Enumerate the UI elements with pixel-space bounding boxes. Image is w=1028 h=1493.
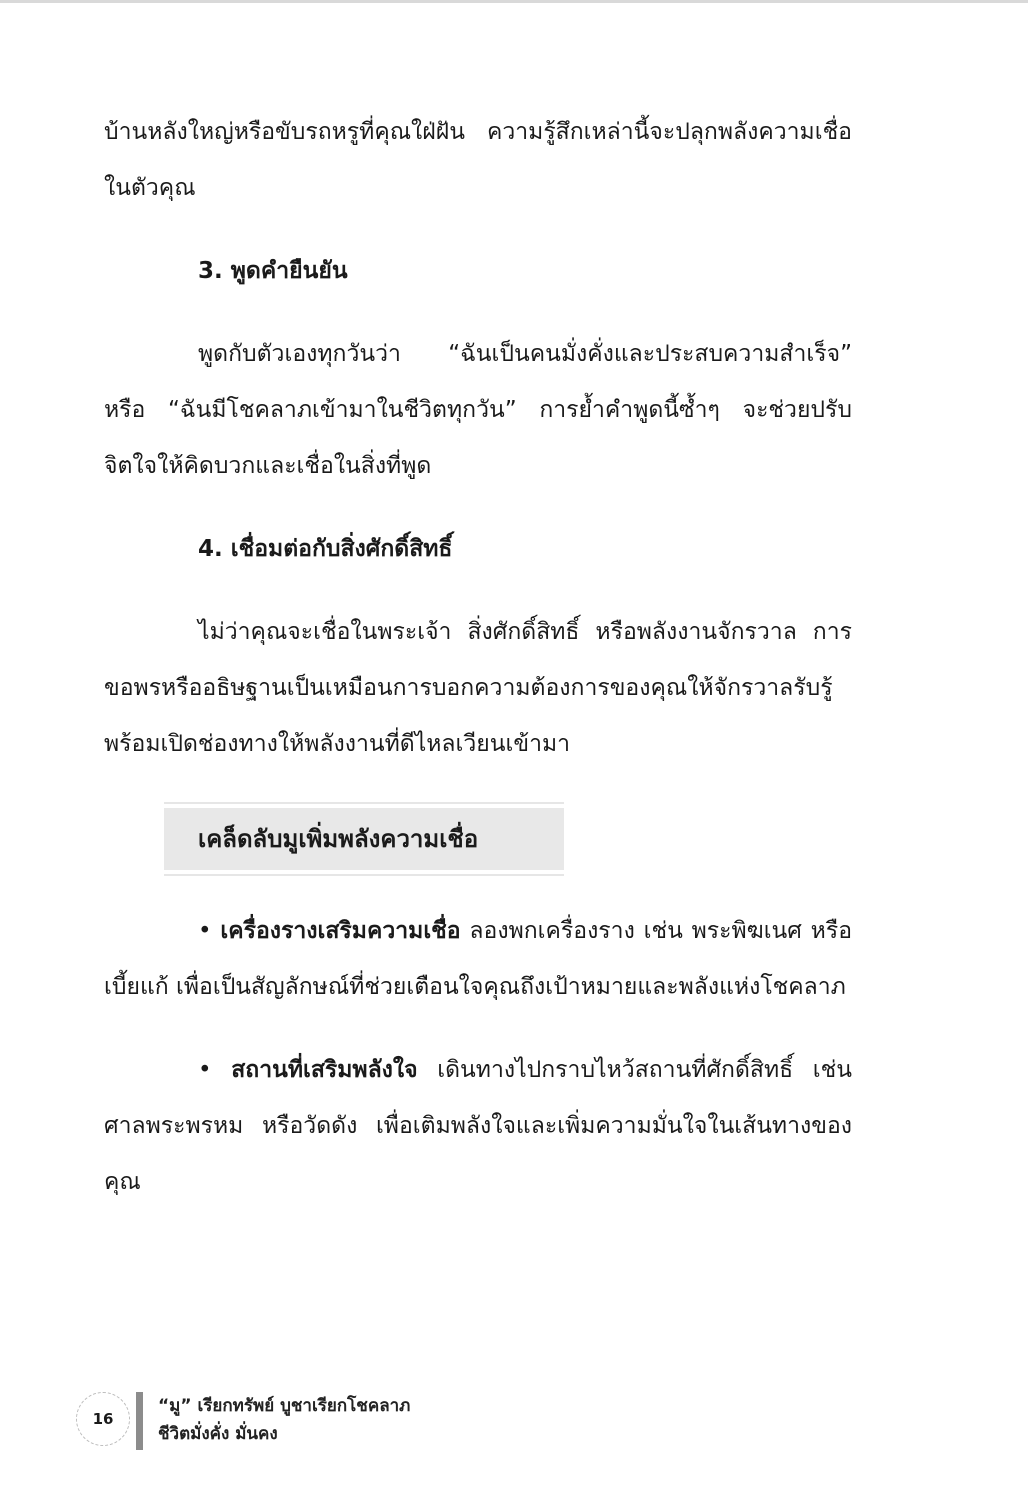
bullet-title: เครื่องรางเสริมความเชื่อ — [220, 918, 461, 944]
bullet-place — [104, 1042, 852, 1210]
bullet-text: เดินทางไปกราบไหว้สถานที่ศักดิ์สิทธิ์ เช่น ศาลพระพรหม หรือวัดดัง เพื่อเติมพลังใจและเพิ่มความมั่นใจในเส้นทางของคุณ — [104, 1057, 852, 1195]
bullet-marker: • — [198, 918, 212, 944]
paragraph-continuation: บ้านหลังใหญ่หรือขับรถหรูที่คุณใฝ่ฝัน ความรู้สึกเหล่านี้จะปลุกพลังความเชื่อในตัวคุณ — [104, 119, 852, 201]
footer-title-line2: ชีวิตมั่งคั่ง มั่นคง — [158, 1424, 278, 1444]
footer-title-line1: “มู” เรียกทรัพย์ บูชาเรียกโชคลาภ — [158, 1396, 411, 1416]
page-footer — [76, 1388, 576, 1452]
top-border-line — [0, 0, 1028, 3]
paragraph-affirmation: พูดกับตัวเองทุกวันว่า “ฉันเป็นคนมั่งคั่งและประสบความสำเร็จ” หรือ “ฉันมีโชคลาภเข้ามาในชีวิตทุกวัน” การย้ำคำพูดนี้ซ้ำๆ จะช่วยปรับจิตใจให้คิดบวกและเชื่อในสิ่งที่พูด — [104, 341, 852, 479]
page-number: 16 — [76, 1392, 130, 1446]
section-heading-4: 4. เชื่อมต่อกับสิ่งศักดิ์สิทธิ์ — [198, 536, 453, 562]
footer-divider-bar — [136, 1392, 143, 1450]
tip-box-title: เคล็ดลับมูเพิ่มพลังความเชื่อ — [164, 808, 564, 870]
bullet-title: สถานที่เสริมพลังใจ — [231, 1057, 418, 1083]
bullet-marker: • — [198, 1057, 212, 1083]
page-body — [104, 104, 852, 1210]
paragraph-sacred: ไม่ว่าคุณจะเชื่อในพระเจ้า สิ่งศักดิ์สิทธิ์ หรือพลังงานจักรวาล การขอพรหรืออธิษฐานเป็นเหมือนการบอกความต้องการของคุณให้จักรวาลรับรู้ พร้อมเปิดช่องทางให้พลังงานที่ดีไหลเวียนเข้ามา — [104, 619, 852, 757]
tip-box — [164, 802, 564, 876]
footer-book-title — [158, 1392, 410, 1448]
bullet-text: ลองพกเครื่องราง เช่น พระพิฆเนศ หรือเบี้ยแก้ เพื่อเป็นสัญลักษณ์ที่ช่วยเตือนใจคุณถึงเป้าหมายและพลังแห่งโชคลาภ — [104, 918, 853, 1000]
section-heading-3: 3. พูดคำยืนยัน — [198, 258, 348, 284]
bullet-amulet — [104, 903, 852, 1015]
